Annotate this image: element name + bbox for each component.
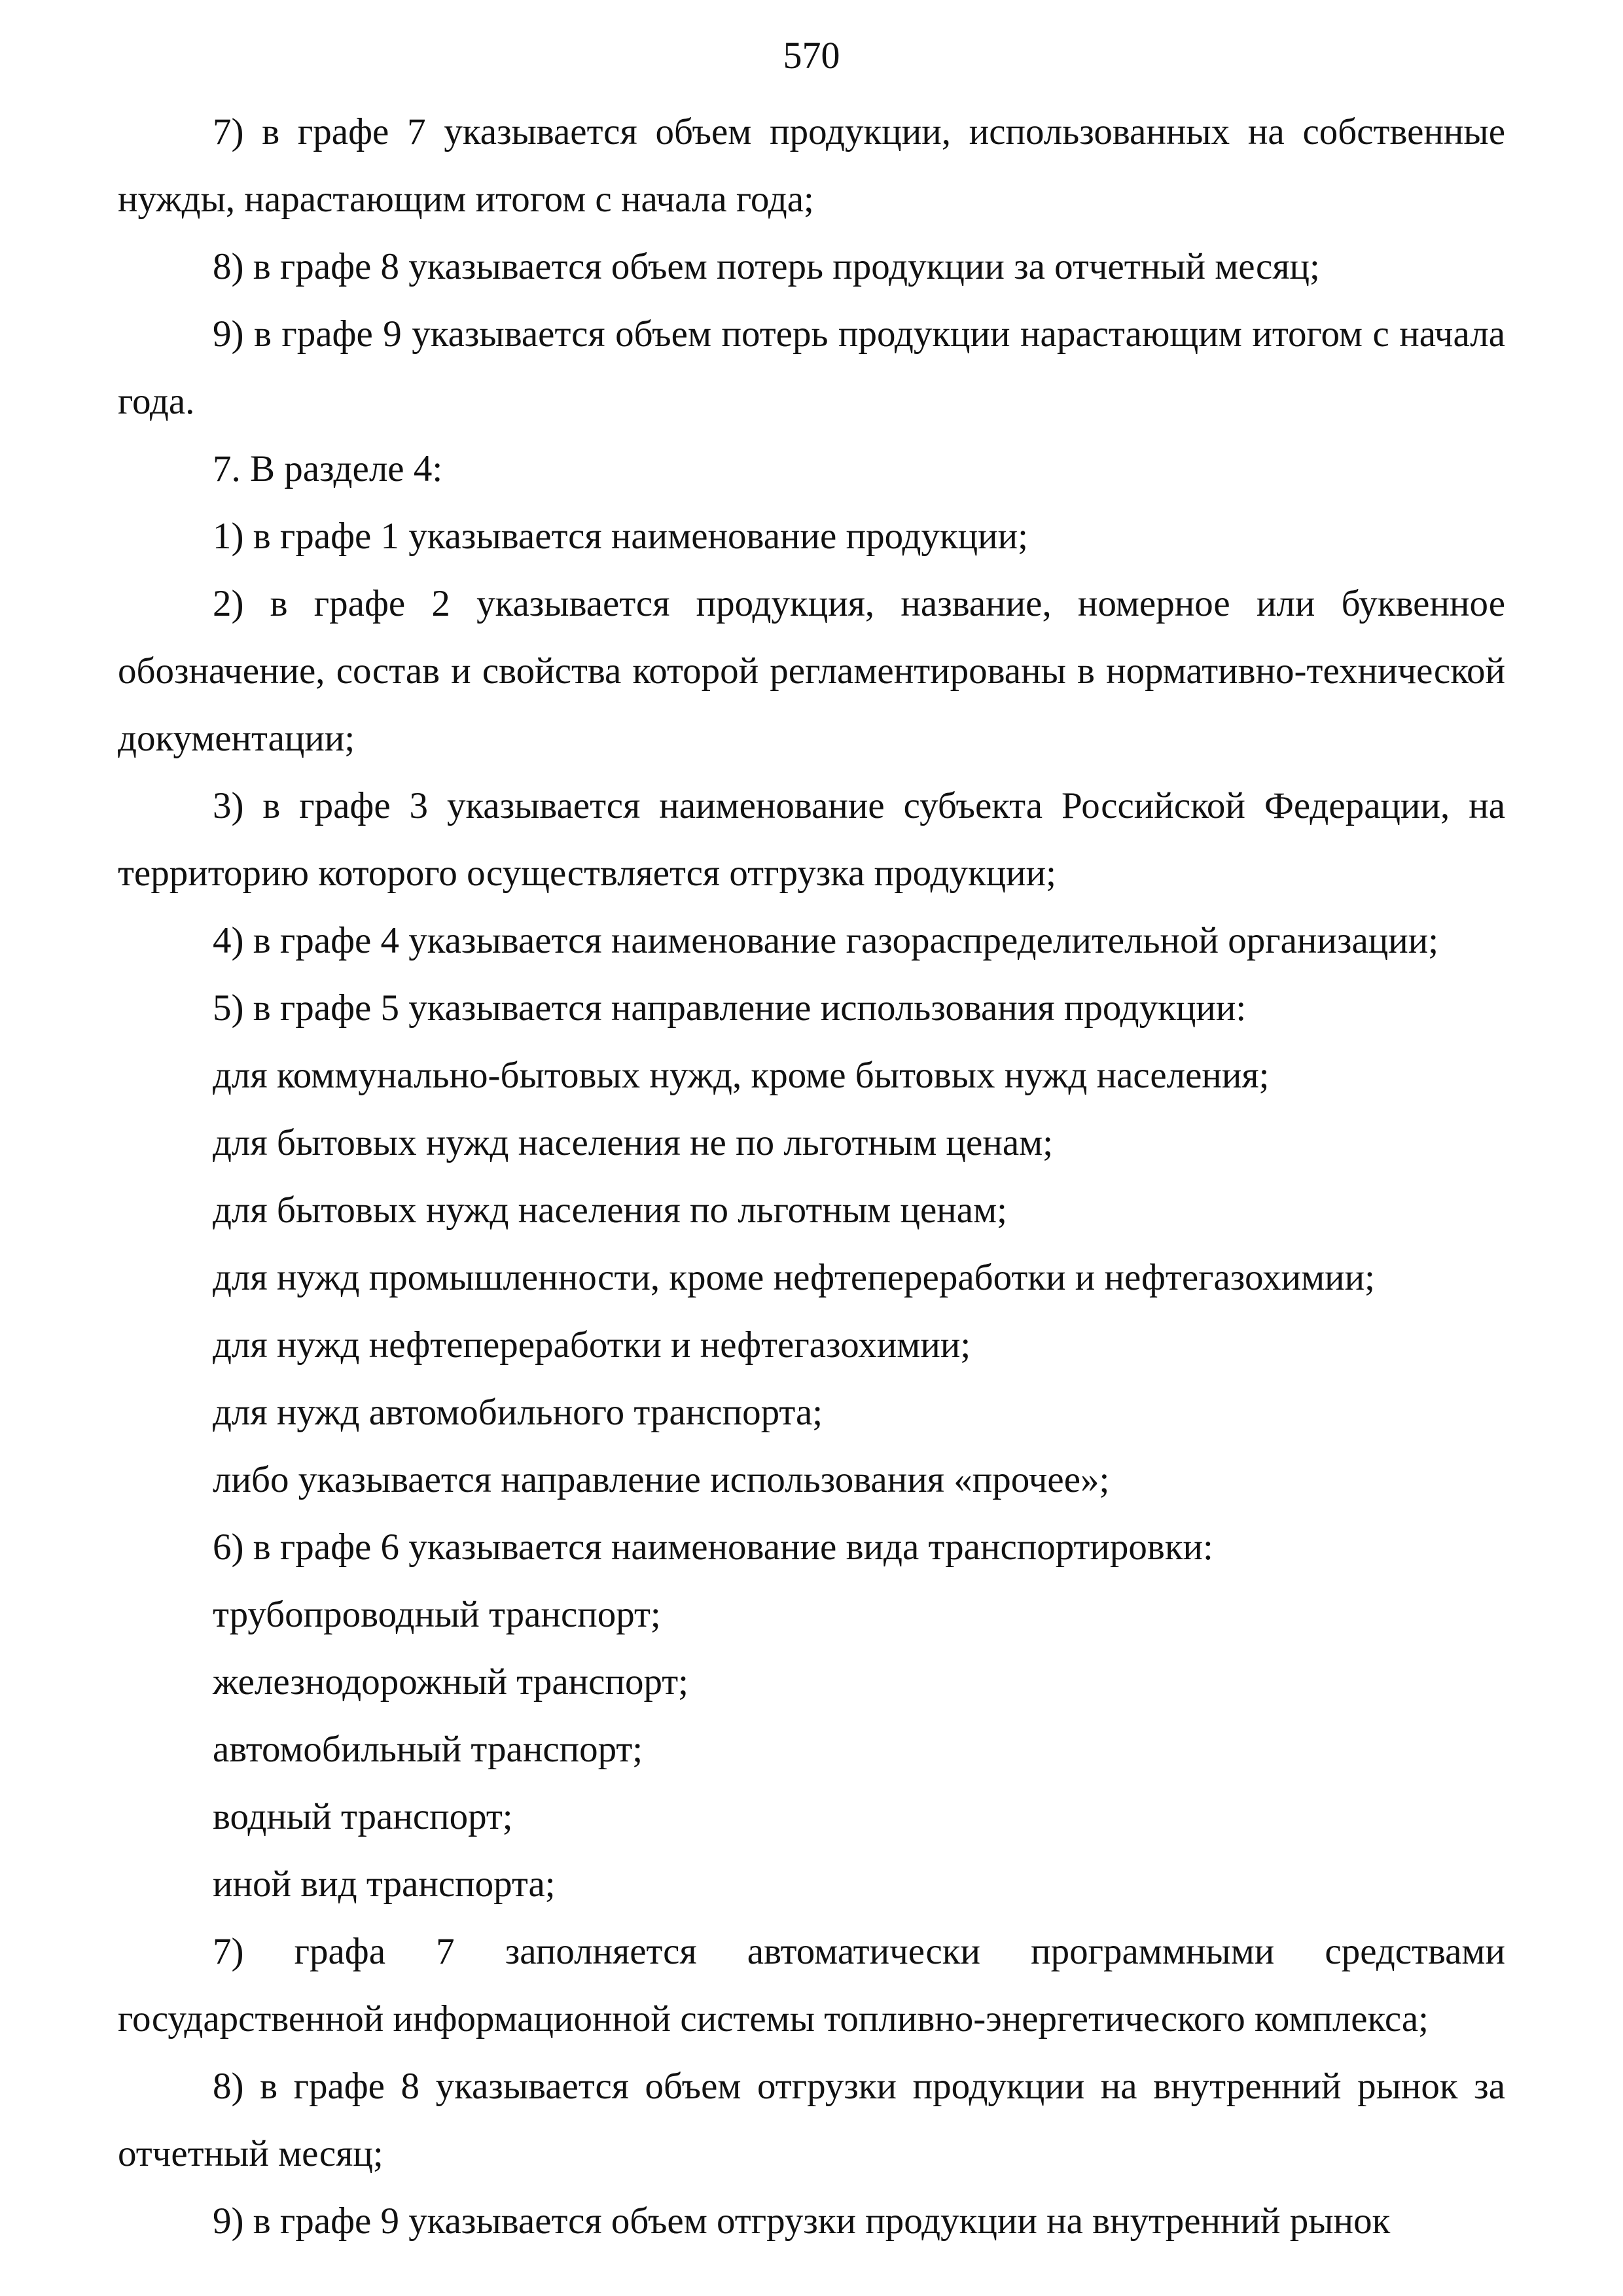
- usage-option: для нужд промышленности, кроме нефтепереработки и нефтегазохимии;: [213, 1257, 1375, 1298]
- paragraph-s4-item-8: 8) в графе 8 указывается объем отгрузки продукции на внутренний рынок за отчетный месяц;: [118, 2066, 1505, 2174]
- usage-option: либо указывается направление использования «прочее»;: [213, 1459, 1110, 1500]
- paragraph-s4-item-2: 2) в графе 2 указывается продукция, название, номерное или буквенное обозначение, состав и свойства которой регламентированы в нормативно-технической документации;: [118, 583, 1505, 759]
- usage-option: для коммунально-бытовых нужд, кроме бытовых нужд населения;: [213, 1055, 1270, 1096]
- paragraph-s4-item-9: 9) в графе 9 указывается объем отгрузки продукции на внутренний рынок: [213, 2200, 1391, 2242]
- transport-option: автомобильный транспорт;: [213, 1729, 643, 1770]
- paragraph-item-9-col9: 9) в графе 9 указывается объем потерь продукции нарастающим итогом с начала года.: [118, 313, 1505, 422]
- paragraph-s4-item-5: 5) в графе 5 указывается направление использования продукции:: [213, 987, 1247, 1029]
- paragraph-s4-item-3: 3) в графе 3 указывается наименование субъекта Российской Федерации, на территорию которого осуществляется отгрузка продукции;: [118, 785, 1505, 894]
- section-4-heading: 7. В разделе 4:: [213, 448, 443, 489]
- transport-option: водный транспорт;: [213, 1796, 513, 1837]
- usage-option: для нужд автомобильного транспорта;: [213, 1392, 823, 1433]
- usage-option: для нужд нефтепереработки и нефтегазохимии;: [213, 1324, 971, 1366]
- paragraph-item-7-col7: 7) в графе 7 указывается объем продукции, использованных на собственные нужды, нарастающим итогом с начала года;: [118, 111, 1505, 220]
- paragraph-s4-item-7: 7) графа 7 заполняется автоматически программными средствами государственной информационной системы топливно-энергетического комплекса;: [118, 1931, 1505, 2040]
- transport-option: трубопроводный транспорт;: [213, 1594, 661, 1635]
- page-number: 570: [783, 34, 840, 77]
- paragraph-item-8-col8: 8) в графе 8 указывается объем потерь продукции за отчетный месяц;: [213, 246, 1320, 287]
- document-body: [118, 98, 1505, 2255]
- paragraph-s4-item-6: 6) в графе 6 указывается наименование вида транспортировки:: [213, 1527, 1213, 1568]
- usage-option: для бытовых нужд населения по льготным ценам;: [213, 1190, 1007, 1231]
- transport-option: железнодорожный транспорт;: [213, 1661, 688, 1703]
- usage-option: для бытовых нужд населения не по льготным ценам;: [213, 1122, 1054, 1163]
- paragraph-s4-item-1: 1) в графе 1 указывается наименование продукции;: [213, 516, 1028, 557]
- paragraph-s4-item-4: 4) в графе 4 указывается наименование газораспределительной организации;: [213, 920, 1439, 961]
- transport-option: иной вид транспорта;: [213, 1863, 556, 1905]
